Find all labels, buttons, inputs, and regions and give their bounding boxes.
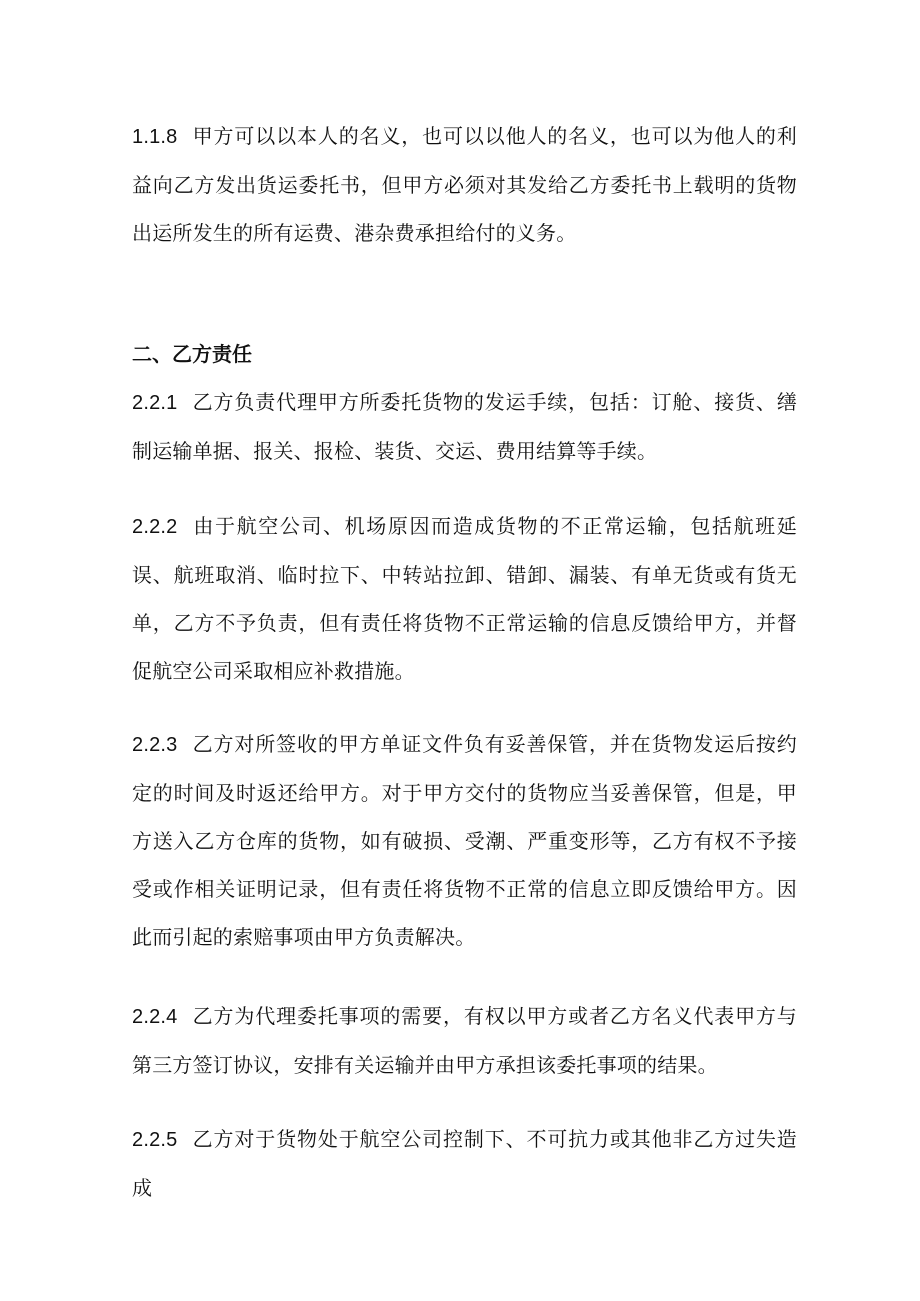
clause-number: 2.2.3	[132, 734, 178, 756]
clause-number: 1.1.8	[132, 126, 178, 148]
clause-2-2-2	[132, 502, 797, 695]
clause-text: 甲方可以以本人的名义，也可以以他人的名义，也可以为他人的利益向乙方发出货运委托书，但甲方必须对其发给乙方委托书上载明的货物出运所发生的所有运费、港杂费承担给付的义务。	[132, 124, 797, 245]
clause-2-2-5	[132, 1115, 797, 1212]
clause-number: 2.2.4	[132, 1006, 178, 1028]
clause-text: 乙方为代理委托事项的需要，有权以甲方或者乙方名义代表甲方与第三方签订协议，安排有关运输并由甲方承担该委托事项的结果。	[132, 1004, 797, 1077]
clause-text: 乙方负责代理甲方所委托货物的发运手续，包括：订舱、接货、缮制运输单据、报关、报检、装货、交运、费用结算等手续。	[132, 390, 797, 463]
clause-number: 2.2.2	[132, 516, 178, 538]
clause-text: 乙方对所签收的甲方单证文件负有妥善保管，并在货物发运后按约定的时间及时返还给甲方。对于甲方交付的货物应当妥善保管，但是，甲方送入乙方仓库的货物，如有破损、受潮、严重变形等，乙方有权不予接受或作相关证明记录，但有责任将货物不正常的信息立即反馈给甲方。因此而引起的索赔事项由甲方负责解决。	[132, 732, 797, 949]
clause-text: 乙方对于货物处于航空公司控制下、不可抗力或其他非乙方过失造成	[132, 1127, 797, 1200]
clause-number: 2.2.5	[132, 1129, 178, 1151]
clause-text: 由于航空公司、机场原因而造成货物的不正常运输，包括航班延误、航班取消、临时拉下、中转站拉卸、错卸、漏装、有单无货或有货无单，乙方不予负责，但有责任将货物不正常运输的信息反馈给甲方，并督促航空公司采取相应补救措施。	[132, 514, 797, 683]
section-heading: 二、乙方责任	[132, 342, 252, 366]
clause-2-2-3	[132, 720, 797, 961]
clause-number: 2.2.1	[132, 392, 178, 414]
clause-1-1-8	[132, 112, 797, 257]
clause-2-2-1	[132, 378, 797, 475]
clause-2-2-4	[132, 992, 797, 1089]
